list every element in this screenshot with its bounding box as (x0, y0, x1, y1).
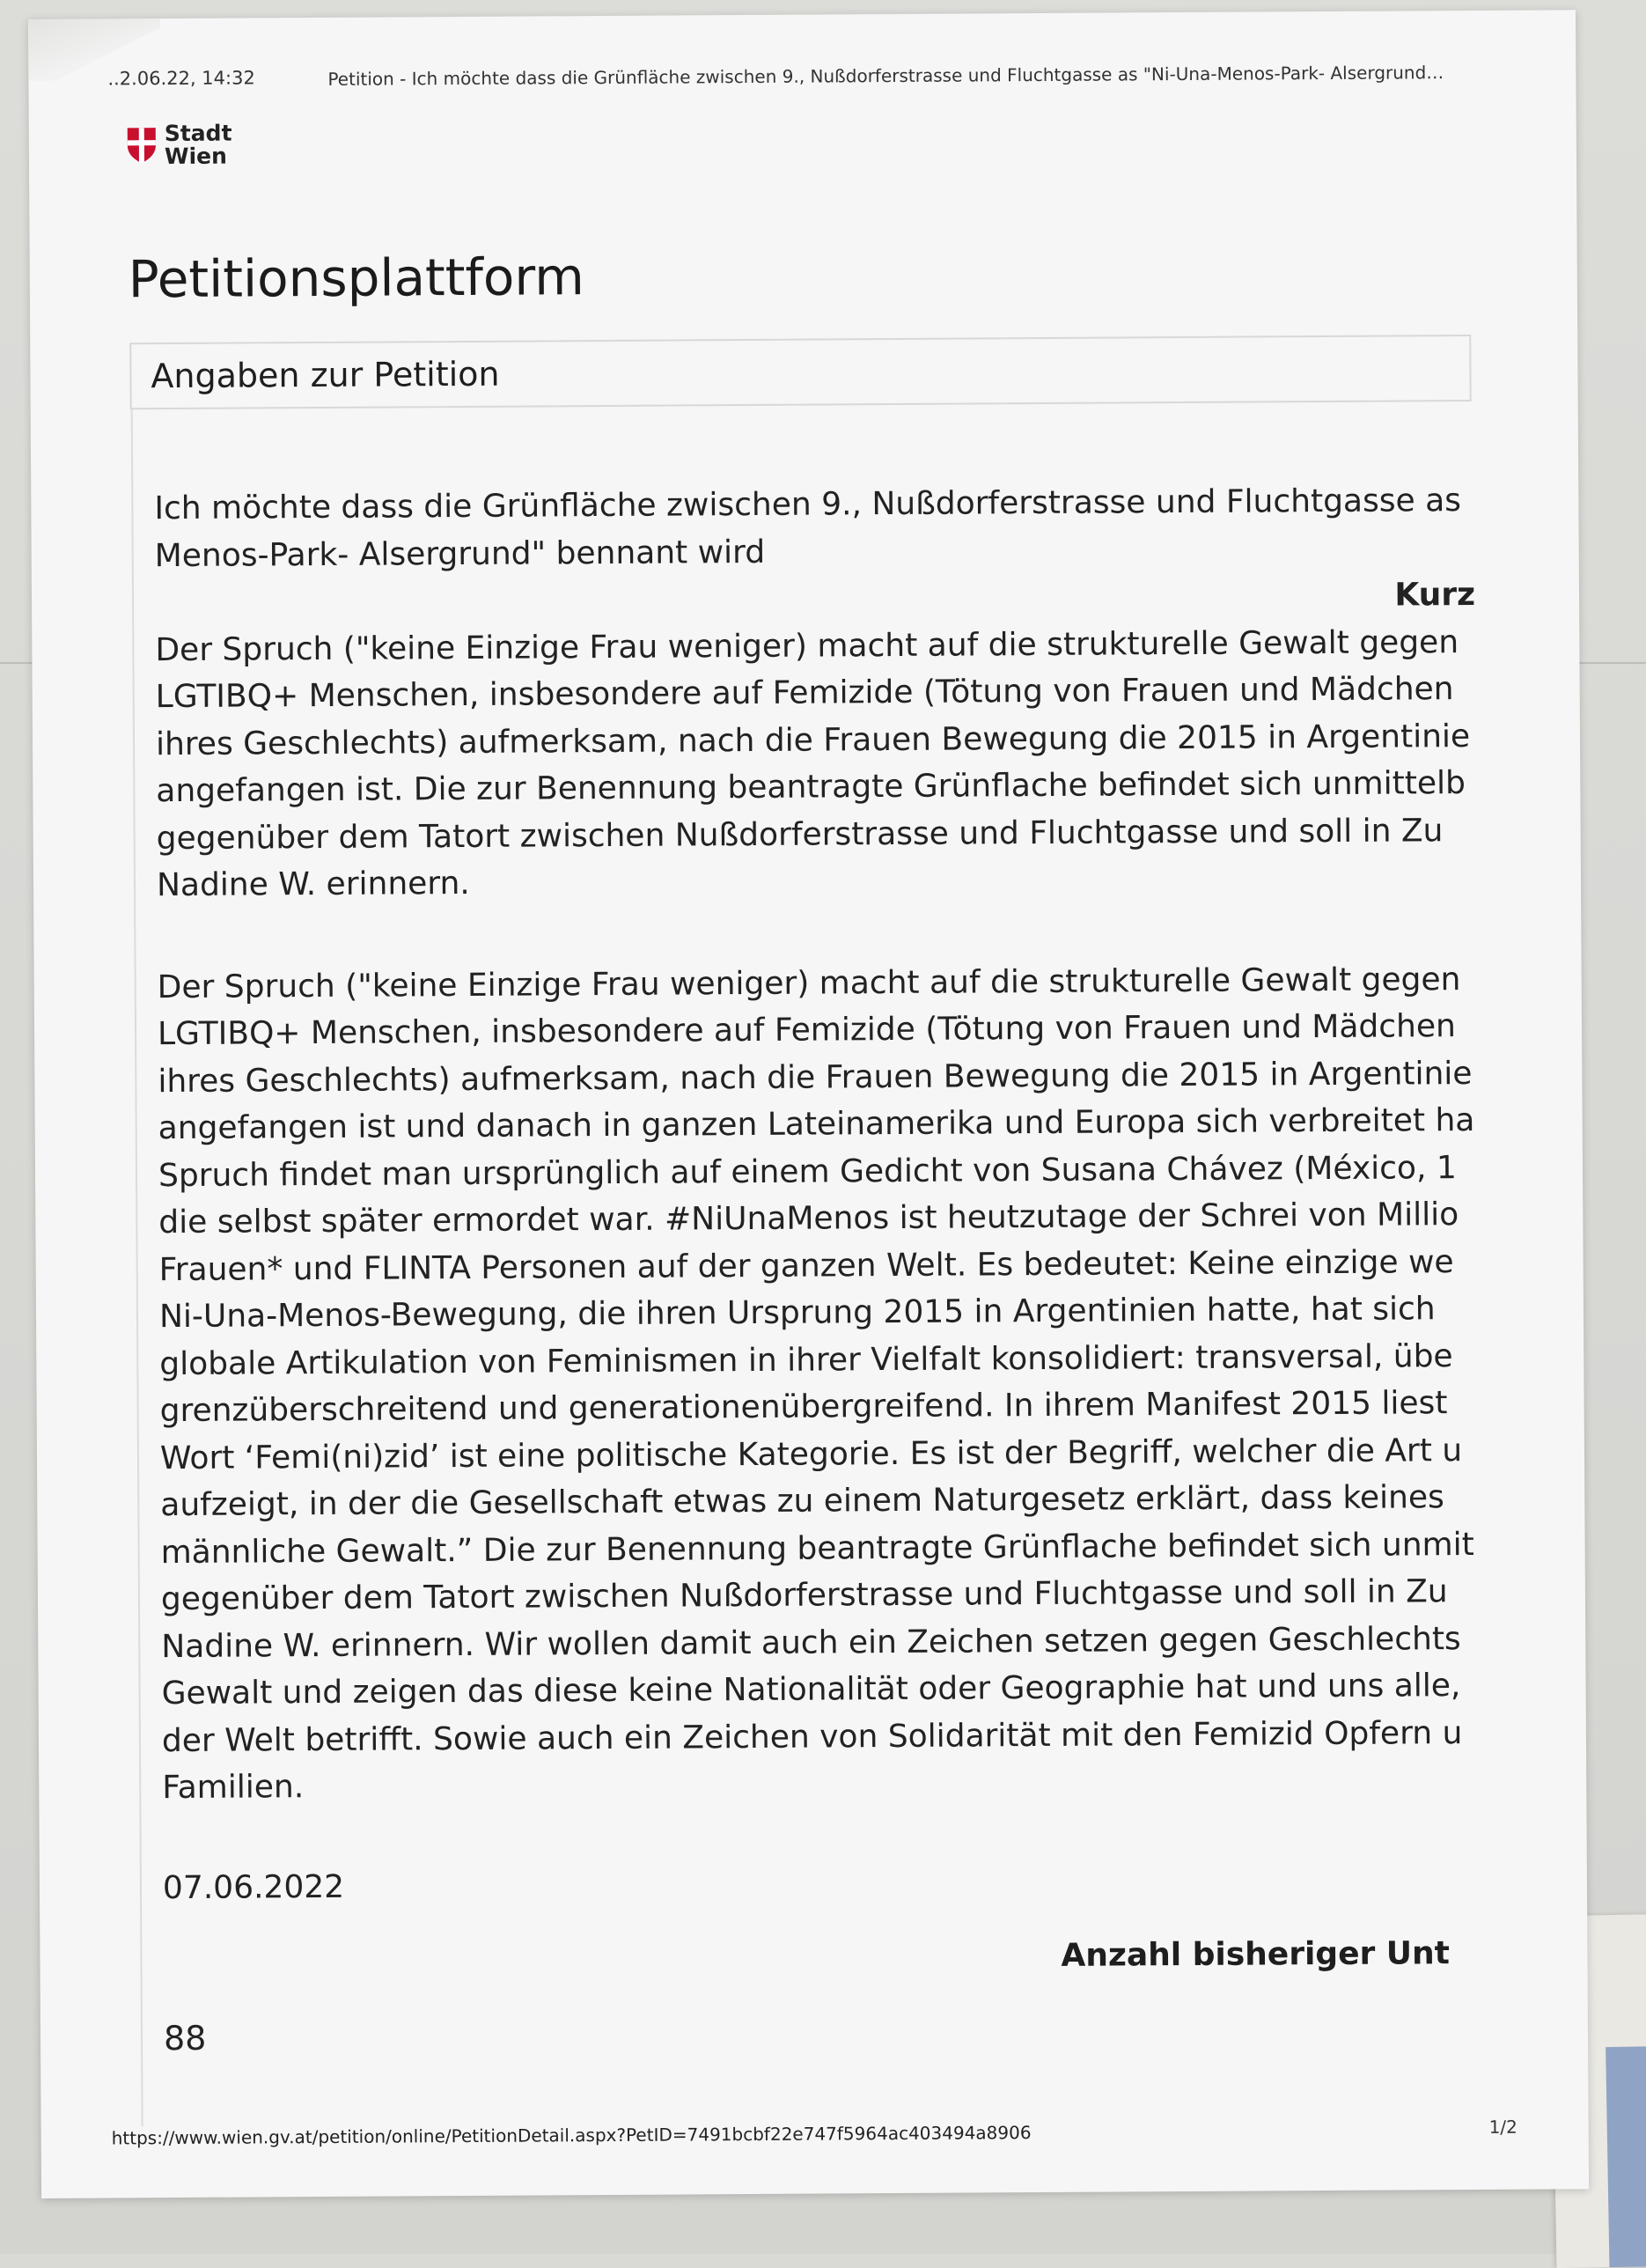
short-description-line: LGTIBQ+ Menschen, insbesondere auf Femizide (Tötung von Frauen und Mädchen (155, 671, 1454, 716)
long-description-line: Wort ‘Femi(ni)zid’ ist eine politische Kategorie. Es ist der Begriff, welcher die Art u (159, 1432, 1463, 1476)
section-header (129, 335, 1471, 409)
logo-text: Stadt Wien (164, 120, 232, 170)
petition-date: 07.06.2022 (162, 1868, 345, 1906)
long-description-line: grenzüberschreitend und generationenübergreifend. In ihrem Manifest 2015 liest (159, 1385, 1448, 1430)
long-description-line: männliche Gewalt.” Die zur Benennung beantragte Grünflache befindet sich unmit (160, 1526, 1474, 1571)
short-description-line: gegenüber dem Tatort zwischen Nußdorferstrasse und Fluchtgasse und soll in Zu (156, 812, 1444, 857)
long-description-line: die selbst später ermordet war. #NiUnaMenos ist heutzutage der Schrei von Millio (158, 1197, 1459, 1241)
long-description-line: angefangen ist und danach in ganzen Lateinamerika und Europa sich verbreitet ha (158, 1101, 1475, 1147)
long-description-line: Der Spruch ("keine Einzige Frau weniger) macht auf die strukturelle Gewalt gegen (157, 961, 1461, 1005)
signature-count-label: Anzahl bisheriger Unt (1061, 1935, 1451, 1974)
long-description-line: Gewalt und zeigen das diese keine Nationalität oder Geographie hat und uns alle, (161, 1668, 1461, 1712)
long-description (158, 955, 1483, 1811)
print-date-time: ..2.06.22, 14:32 (107, 67, 255, 90)
long-description-line: ihres Geschlechts) aufmerksam, nach die Frauen Bewegung die 2015 in Argentinie (158, 1055, 1473, 1100)
petition-title-line: Ich möchte dass die Grünfläche zwischen 9., Nußdorferstrasse und Fluchtgasse as (154, 482, 1462, 527)
long-description-line: globale Artikulation von Feminismen in ihrer Vielfalt konsolidiert: transversal, übe (159, 1337, 1453, 1382)
adjacent-paper-print (1606, 2046, 1646, 2267)
long-description-line: Frauen* und FLINTA Personen auf der ganzen Welt. Es bedeutet: Keine einzige we (158, 1243, 1454, 1288)
printed-page (28, 10, 1589, 2198)
long-description-line: Spruch findet man ursprünglich auf einem Gedicht von Susana Chávez (México, 1 (158, 1149, 1457, 1194)
long-description-line: Ni-Una-Menos-Bewegung, die ihren Ursprung 2015 in Argentinien hatte, hat sich (158, 1291, 1436, 1336)
short-description-line: angefangen ist. Die zur Benennung beantragte Grünflache befindet sich unmittelb (156, 765, 1466, 810)
long-description-line: der Welt betrifft. Sowie auch ein Zeichen von Solidarität mit den Femizid Opfern u (161, 1714, 1463, 1759)
short-description-label: Kurz (1394, 576, 1476, 614)
long-description-line: Familien. (162, 1769, 305, 1807)
long-description-line: LGTIBQ+ Menschen, insbesondere auf Femizide (Tötung von Frauen und Mädchen (157, 1008, 1457, 1053)
signature-count-value: 88 (163, 2018, 207, 2058)
short-description-line: Nadine W. erinnern. (156, 865, 470, 904)
content-divider (131, 409, 143, 2126)
section-title: Angaben zur Petition (151, 354, 500, 396)
stadt-wien-logo[interactable] (126, 122, 232, 169)
vienna-shield-icon (126, 126, 158, 165)
petition-content (154, 477, 1483, 1911)
page-title: Petitionsplattform (128, 247, 584, 310)
print-url: https://www.wien.gv.at/petition/online/PetitionDetail.aspx?PetID=7491bcbf22e747f5964ac403494a8906 (111, 2122, 1032, 2149)
wall-tile-line (1576, 662, 1646, 664)
short-description-line: Der Spruch ("keine Einzige Frau weniger) macht auf die strukturelle Gewalt gegen (155, 623, 1459, 668)
long-description-line: aufzeigt, in der die Gesellschaft etwas zu einem Naturgesetz erklärt, dass keines (160, 1479, 1444, 1524)
long-description-line: Nadine W. erinnern. Wir wollen damit auch ein Zeichen setzen gegen Geschlechts (161, 1620, 1461, 1665)
petition-title-line: Menos-Park- Alsergrund" bennant wird (154, 534, 766, 574)
print-document-title: Petition - Ich möchte dass die Grünfläche zwischen 9., Nußdorferstrasse und Fluchtgasse as "Ni-Una-Menos-Park- Alsergrund… (327, 62, 1444, 90)
long-description-line: gegenüber dem Tatort zwischen Nußdorferstrasse und Fluchtgasse und soll in Zu (160, 1573, 1448, 1618)
short-description-line: ihres Geschlechts) aufmerksam, nach die Frauen Bewegung die 2015 in Argentinie (155, 718, 1471, 762)
page-number: 1/2 (1488, 2116, 1517, 2138)
